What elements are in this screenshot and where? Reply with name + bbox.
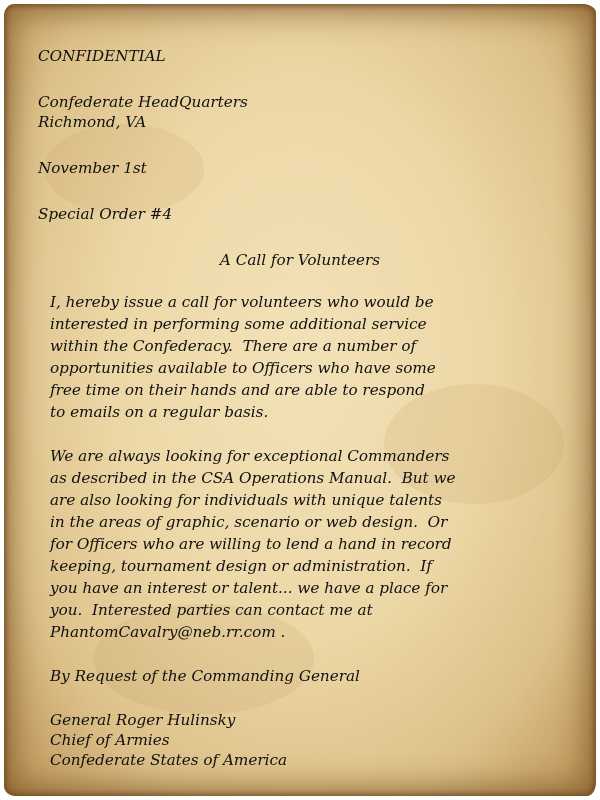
classification-heading: CONFIDENTIAL (38, 47, 166, 65)
paragraph-line: interested in performing some additional service (50, 315, 427, 333)
paragraph-line: for Officers who are willing to lend a hand in record (50, 535, 452, 553)
paragraph-line: you. Interested parties can contact me at (50, 601, 373, 619)
paragraph-line: opportunities available to Officers who have some (50, 359, 436, 377)
paragraph-line: as described in the CSA Operations Manual. But we (50, 469, 456, 487)
paragraph-line: you have an interest or talent... we have a place for (50, 579, 448, 597)
order-date: November 1st (38, 159, 147, 177)
paragraph-line: We are always looking for exceptional Commanders (50, 447, 450, 465)
paragraph-line: keeping, tournament design or administration. If (50, 557, 432, 575)
paragraph-line: are also looking for individuals with unique talents (50, 491, 442, 509)
order-number: Special Order #4 (38, 205, 173, 223)
signature-organization: Confederate States of America (50, 751, 288, 769)
signature-name: General Roger Hulinsky (50, 711, 236, 729)
signature-rank: Chief of Armies (50, 731, 170, 749)
paragraph-line: within the Confederacy. There are a number of (50, 337, 417, 355)
contact-email: PhantomCavalry@neb.rr.com . (50, 623, 286, 641)
paragraph-line: I, hereby issue a call for volunteers who would be (50, 293, 434, 311)
closing-line: By Request of the Commanding General (50, 667, 360, 685)
letter-body (4, 4, 596, 796)
letter-title: A Call for Volunteers (219, 251, 381, 269)
location-line: Confederate HeadQuarters (38, 93, 248, 111)
paragraph-line: free time on their hands and are able to respond (50, 381, 425, 399)
paragraph-line: to emails on a regular basis. (50, 403, 269, 421)
parchment-page (4, 4, 596, 796)
location-line: Richmond, VA (38, 113, 147, 131)
paragraph-line: in the areas of graphic, scenario or web design. Or (50, 513, 448, 531)
